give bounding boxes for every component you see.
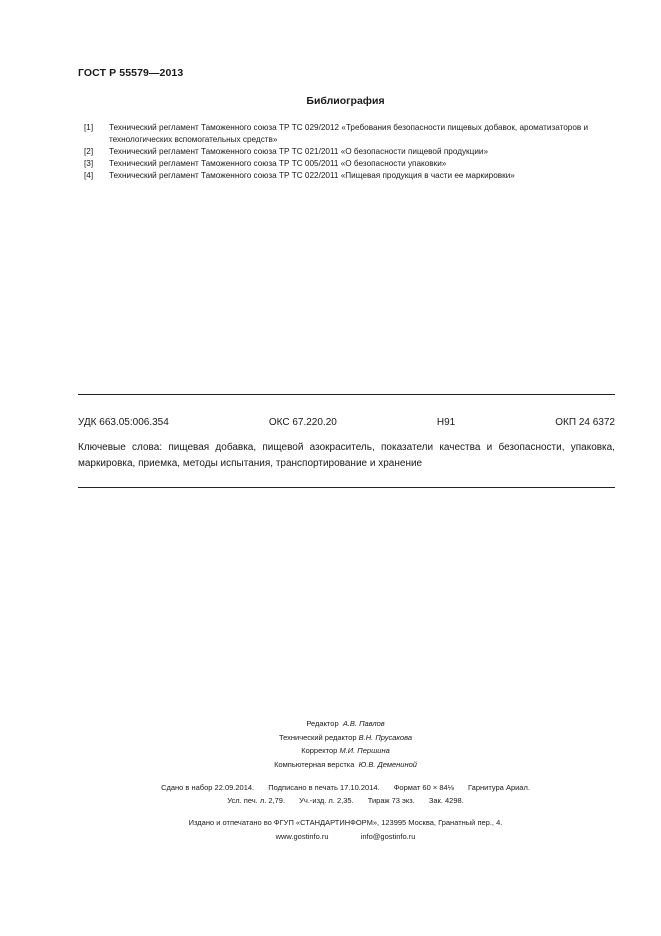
credit-editor [0, 717, 661, 731]
credit-role: Редактор [306, 719, 339, 728]
publisher-contacts [0, 830, 661, 844]
credits-block [0, 717, 661, 771]
print-info-line-2 [0, 796, 661, 805]
group-code: Н91 [436, 417, 456, 428]
print-info-line-1 [0, 783, 661, 792]
credit-name: В.Н. Прусакова [358, 732, 413, 742]
publisher-address: Издано и отпечатано во ФГУП «СТАНДАРТИНФОРМ», 123995 Москва, Гранатный пер., 4. [188, 818, 503, 827]
bottom-divider [78, 487, 615, 488]
credit-proofreader [0, 744, 661, 758]
credit-role: Корректор [301, 746, 338, 755]
publishing-sheets: Уч.-изд. л. 2,35. [299, 796, 354, 805]
bibliography-list [84, 122, 624, 182]
bibliography-title: Библиография [306, 95, 385, 107]
typeface: Гарнитура Ариал. [468, 783, 530, 792]
paper-format: Формат 60 × 84⅛ [393, 783, 454, 792]
bibliography-item [84, 146, 624, 158]
oks-code: ОКС 67.220.20 [268, 417, 337, 428]
credit-role: Технический редактор [278, 732, 357, 742]
document-code: ГОСТ Р 55579—2013 [78, 67, 184, 79]
publisher-website[interactable]: www.gostinfo.ru [275, 831, 329, 841]
credit-name: М.И. Першина [339, 746, 390, 755]
okp-code: ОКП 24 6372 [555, 417, 615, 428]
order-number: Зак. 4298. [428, 796, 464, 805]
item-text: Технический регламент Таможенного союза ТР ТС 029/2012 «Требования безопасности пищевых добавок, ароматизаторов и технологических вспомогательных средств» [109, 123, 589, 144]
keywords: Ключевые слова: пищевая добавка, пищевой азокраситель, показатели качества и безопасности, упаковка, маркировка, приемка, методы испытания, транспортирование и хранение [78, 442, 615, 469]
item-number: [3] [84, 159, 94, 168]
bibliography-item [84, 122, 624, 146]
submitted-date: Сдано в набор 22.09.2014. [161, 783, 255, 792]
item-number: [1] [84, 123, 94, 132]
bibliography-item [84, 158, 624, 170]
item-text: Технический регламент Таможенного союза ТР ТС 022/2011 «Пищевая продукция в части ее маркировки» [109, 171, 515, 180]
circulation: Тираж 73 экз. [367, 796, 415, 805]
credit-name: Ю.В. Демениной [358, 759, 417, 769]
item-number: [2] [84, 147, 94, 156]
item-text: Технический регламент Таможенного союза ТР ТС 005/2011 «О безопасности упаковки» [109, 159, 447, 168]
top-divider [78, 394, 615, 395]
credit-tech-editor [0, 731, 661, 745]
item-number: [4] [84, 171, 94, 180]
publisher-email[interactable]: info@gostinfo.ru [360, 831, 416, 841]
print-sheets: Усл. печ. л. 2,79. [227, 796, 286, 805]
item-text: Технический регламент Таможенного союза ТР ТС 021/2011 «О безопасности пищевой продукции» [109, 147, 489, 156]
credit-role: Компьютерная верстка [274, 759, 355, 769]
signed-date: Подписано в печать 17.10.2014. [268, 783, 380, 792]
classification-row [78, 417, 615, 428]
credit-layout [0, 758, 661, 772]
udk-code: УДК 663.05:006.354 [78, 417, 169, 428]
bibliography-item [84, 170, 624, 182]
publisher-block [0, 816, 661, 843]
credit-name: А.В. Павлов [342, 719, 385, 728]
